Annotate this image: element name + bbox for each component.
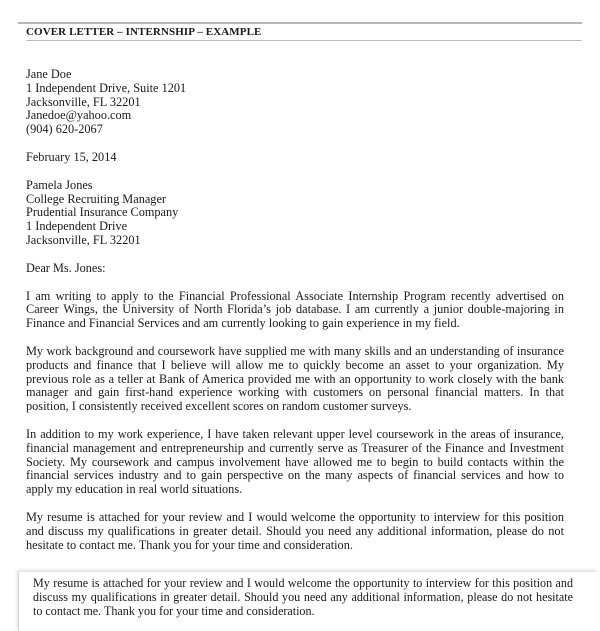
letter-date: February 15, 2014 <box>26 149 117 164</box>
heading-underline <box>26 40 582 41</box>
sender-address: 1 Independent Drive, Suite 1201 <box>26 80 187 95</box>
sender-email: Janedoe@yahoo.com <box>26 108 132 123</box>
recipient-name: Pamela Jones <box>26 177 93 192</box>
excerpt-text: My resume is attached for your review and I would welcome the opportunity to interview for this position and discuss my qualifications in greater detail. Should you need any additional information, please do not hesitate to contact me. Thank you for your time and consideration. <box>33 576 573 618</box>
sender-block <box>26 68 564 137</box>
spacer <box>26 497 564 511</box>
paragraph-closing: My resume is attached for your review and I would welcome the opportunity to interview for this position and discuss my qualifications in greater detail. Should you need any additional information, please do not hesitate to contact me. Thank you for your time and consideration. <box>26 509 564 552</box>
sender-city: Jacksonville, FL 32201 <box>26 94 141 109</box>
spacer <box>26 248 564 262</box>
paragraph-experience: My work background and coursework have supplied me with many skills and an understanding of insurance products and finance that I believe will allow me to quickly become an asset to your organization. My previous role as a teller at Bank of America provided me with an opportunity to work closely with the bank manager and gain first-hand experience working with customers on personal financial matters. In that position, I consistently received excellent scores on random customer surveys. <box>26 343 564 414</box>
document-heading: COVER LETTER – INTERNSHIP – EXAMPLE <box>26 26 262 38</box>
recipient-block <box>26 179 564 248</box>
paragraph-intro: I am writing to apply to the Financial Professional Associate Internship Program recently advertised on Career Wings, the University of North Florida’s job database. I am currently a junior double-majoring in Finance and Financial Services and am currently looking to gain experience in my field. <box>26 288 564 331</box>
recipient-address: 1 Independent Drive <box>26 219 128 234</box>
paragraph-coursework: In addition to my work experience, I have taken relevant upper level coursework in the areas of insurance, financial management and entrepreneurship and currently serve as Treasurer of the Finance and Investment Society. My coursework and campus involvement have allowed me to begin to build contacts within the financial services industry and to gain perspective on the many aspects of financial services and how to apply my education in real world situations. <box>26 426 564 497</box>
letter-body <box>26 68 564 552</box>
recipient-company: Prudential Insurance Company <box>26 205 179 220</box>
sender-phone: (904) 620-2067 <box>26 122 103 137</box>
spacer <box>26 276 564 290</box>
spacer <box>26 414 564 428</box>
spacer <box>26 165 564 179</box>
salutation: Dear Ms. Jones: <box>26 260 106 275</box>
excerpt-overlay <box>18 571 597 631</box>
top-divider <box>18 22 582 24</box>
spacer <box>26 137 564 151</box>
recipient-city: Jacksonville, FL 32201 <box>26 232 141 247</box>
sender-name: Jane Doe <box>26 67 72 81</box>
spacer <box>26 331 564 345</box>
recipient-title: College Recruiting Manager <box>26 191 167 206</box>
